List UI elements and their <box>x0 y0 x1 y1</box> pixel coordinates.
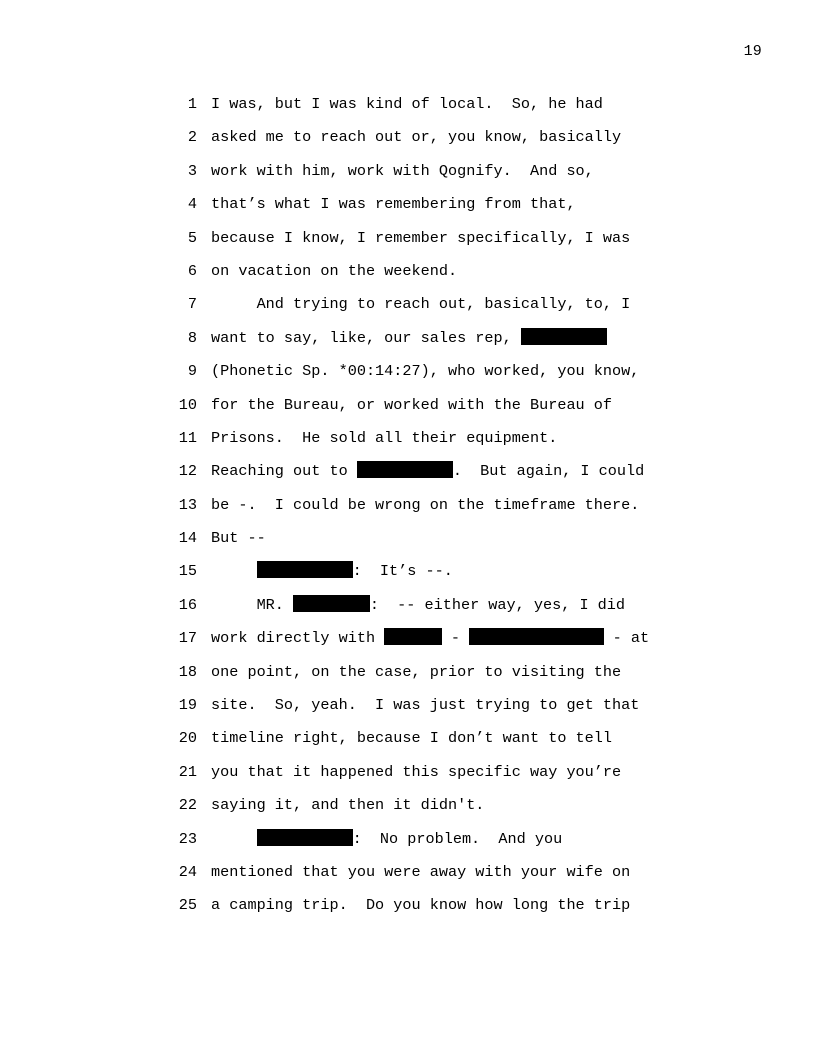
line-text <box>211 193 576 215</box>
text-segment: want to say, like, our sales rep, <box>211 328 521 347</box>
transcript-body <box>0 93 816 928</box>
text-segment: timeline right, because I don’t want to tell <box>211 729 613 748</box>
transcript-line <box>0 260 816 293</box>
text-segment: on vacation on the weekend. <box>211 261 458 280</box>
line-number: 15 <box>178 562 197 581</box>
text-segment: that’s what I was remembering from that, <box>211 195 576 214</box>
text-segment: work with him, work with Qognify. And so, <box>211 161 594 180</box>
line-text <box>211 794 484 816</box>
text-segment: for the Bureau, or worked with the Bureau of <box>211 395 613 414</box>
line-number: 1 <box>187 95 197 113</box>
text-segment: Reaching out to <box>211 462 357 481</box>
line-text <box>211 594 625 616</box>
line-text <box>211 460 644 482</box>
transcript-line <box>0 828 816 861</box>
transcript-line <box>0 394 816 427</box>
text-segment: I was, but I was kind of local. So, he had <box>211 95 603 113</box>
transcript-line <box>0 527 816 560</box>
text-segment: - <box>441 629 470 648</box>
line-number: 20 <box>178 729 197 748</box>
transcript-line <box>0 93 816 126</box>
line-text <box>211 761 621 783</box>
line-text <box>211 828 562 850</box>
line-number: 4 <box>187 195 197 214</box>
transcript-line <box>0 727 816 760</box>
transcript-line <box>0 494 816 527</box>
line-text <box>211 694 639 716</box>
transcript-line <box>0 560 816 593</box>
text-segment: . But again, I could <box>452 462 645 481</box>
text-segment: : -- either way, yes, I did <box>369 595 626 614</box>
line-number: 10 <box>178 395 197 414</box>
line-text <box>211 93 603 115</box>
line-number: 16 <box>178 595 197 614</box>
line-number: 13 <box>178 495 197 514</box>
text-segment: : It’s --. <box>352 562 453 581</box>
text-segment: site. So, yeah. I was just trying to get that <box>211 696 640 715</box>
line-number: 25 <box>178 896 197 915</box>
transcript-line <box>0 160 816 193</box>
text-segment: one point, on the case, prior to visiting the <box>211 662 622 681</box>
text-segment: you that it happened this specific way you’re <box>211 762 622 781</box>
transcript-line <box>0 894 816 927</box>
text-segment: work directly with <box>211 629 385 648</box>
line-text <box>211 494 639 516</box>
line-number: 14 <box>178 529 197 548</box>
redaction-box <box>357 461 453 478</box>
text-segment: But -- <box>211 529 266 548</box>
transcript-line <box>0 627 816 660</box>
line-text <box>211 227 630 249</box>
line-number: 24 <box>178 862 197 881</box>
line-number: 19 <box>178 696 197 715</box>
transcript-line <box>0 661 816 694</box>
line-number: 3 <box>187 161 197 180</box>
line-text <box>211 293 630 315</box>
line-text <box>211 160 594 182</box>
line-text <box>211 727 612 749</box>
line-text <box>211 661 621 683</box>
line-text <box>211 427 557 449</box>
transcript-line <box>0 293 816 326</box>
redaction-box <box>257 829 353 846</box>
text-segment: mentioned that you were away with your wife on <box>211 862 631 881</box>
text-segment: because I know, I remember specifically, I was <box>211 228 631 247</box>
text-segment: Prisons. He sold all their equipment. <box>211 428 558 447</box>
line-number: 17 <box>178 629 197 648</box>
line-text <box>211 260 457 282</box>
line-number: 5 <box>187 228 197 247</box>
text-segment: And trying to reach out, basically, to, I <box>211 295 631 314</box>
text-segment: a camping trip. Do you know how long the trip <box>211 896 631 915</box>
line-number: 18 <box>178 662 197 681</box>
transcript-line <box>0 193 816 226</box>
transcript-line <box>0 460 816 493</box>
redaction-box <box>384 628 442 645</box>
redaction-box <box>521 328 607 345</box>
line-text <box>211 360 639 382</box>
line-number: 6 <box>187 261 197 280</box>
line-number: 8 <box>187 328 197 347</box>
line-text <box>211 327 607 349</box>
text-segment <box>211 562 257 580</box>
line-text <box>211 126 621 148</box>
transcript-line <box>0 427 816 460</box>
redaction-box <box>257 561 353 578</box>
transcript-line <box>0 861 816 894</box>
line-text <box>211 627 649 649</box>
text-segment: MR. <box>211 595 294 614</box>
transcript-line <box>0 594 816 627</box>
text-segment: saying it, and then it didn't. <box>211 796 485 815</box>
text-segment: be -. I could be wrong on the timeframe there. <box>211 495 640 514</box>
line-number: 11 <box>178 428 197 447</box>
transcript-line <box>0 327 816 360</box>
text-segment: : No problem. And you <box>352 829 563 848</box>
line-number: 12 <box>178 462 197 481</box>
redaction-box <box>469 628 603 645</box>
line-number: 9 <box>187 362 197 381</box>
transcript-line <box>0 694 816 727</box>
line-text <box>211 894 630 916</box>
text-segment: - at <box>603 629 650 648</box>
line-text <box>211 560 453 582</box>
line-number: 2 <box>187 128 197 147</box>
line-text <box>211 527 266 549</box>
text-segment: asked me to reach out or, you know, basically <box>211 128 622 147</box>
redaction-box <box>293 595 370 612</box>
line-number: 7 <box>187 295 197 314</box>
transcript-line <box>0 761 816 794</box>
transcript-line <box>0 227 816 260</box>
transcript-line <box>0 794 816 827</box>
transcript-line <box>0 126 816 159</box>
text-segment: (Phonetic Sp. *00:14:27), who worked, you know, <box>211 362 640 381</box>
text-segment <box>211 830 257 848</box>
line-text <box>211 394 612 416</box>
line-number: 22 <box>178 796 197 815</box>
transcript-line <box>0 360 816 393</box>
line-number: 21 <box>178 762 197 781</box>
line-number: 23 <box>178 829 197 848</box>
page-number: 19 <box>743 43 762 60</box>
line-text <box>211 861 630 883</box>
